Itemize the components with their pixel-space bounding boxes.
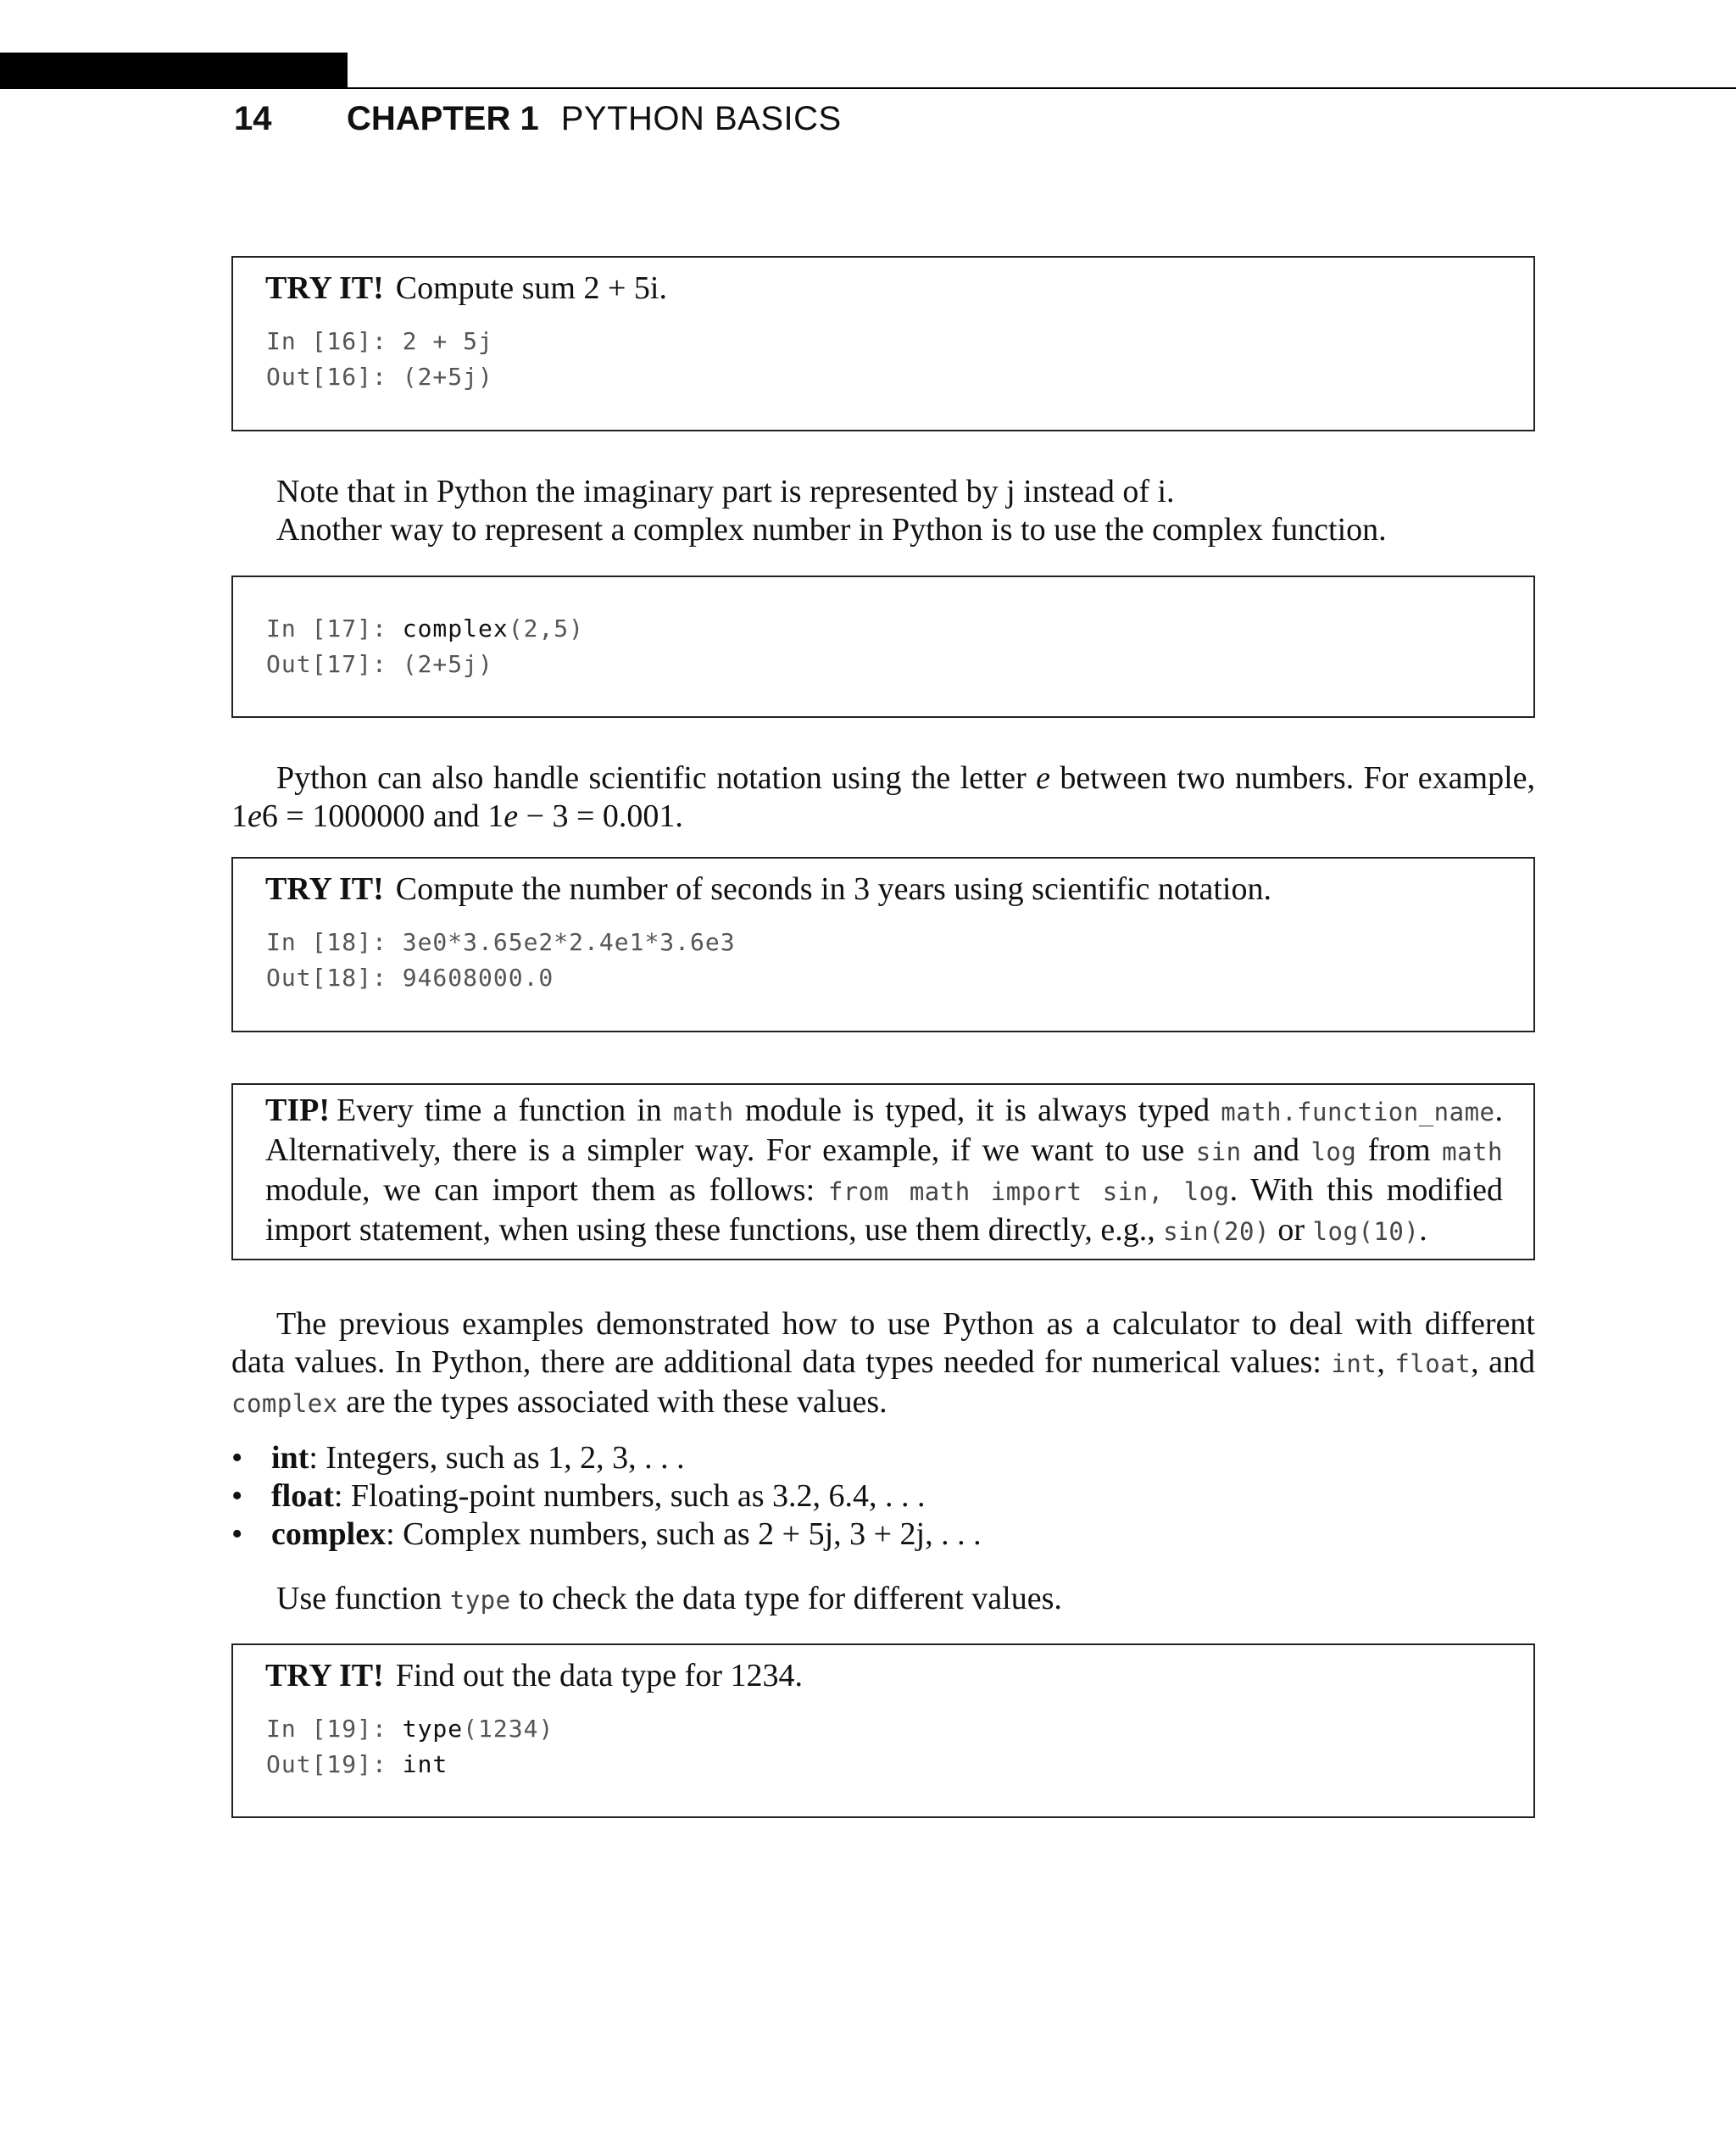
para1-line1: Note that in Python the imaginary part is represented by j instead of i. — [276, 474, 1175, 509]
paragraph-data-types: The previous examples demonstrated how to use Python as a calculator to deal with different data values. In Python, there are additional data types needed for numerical values: int, float, and complex are the types associated with these values. — [231, 1306, 1536, 1420]
code-block — [266, 611, 584, 682]
out-prompt: Out[18]: — [266, 964, 387, 992]
paragraph-scientific: Python can also handle scientific notation using the letter e between two numbers. For example, 1e6 = 1000000 and 1e − 3 = 0.001. — [231, 760, 1535, 834]
list-item: • complex : Complex numbers, such as 2 + 5j, 3 + 2j, . . . — [231, 1516, 982, 1552]
out-prompt: Out[19]: — [266, 1750, 387, 1778]
in-prompt: In [16]: — [266, 327, 387, 355]
para1-line2: Another way to represent a complex number in Python is to use the complex function. — [276, 512, 1387, 548]
running-header — [234, 95, 842, 142]
in-prompt: In [18]: — [266, 928, 387, 956]
try-it-box-1 — [231, 256, 1535, 431]
out-prompt: Out[17]: — [266, 650, 387, 678]
header-rule — [348, 87, 1736, 89]
page-number: 14 — [234, 99, 272, 137]
try-it-label: TRY IT! — [265, 871, 384, 907]
chapter-title: PYTHON BASICS — [560, 99, 842, 137]
try-it-label: TRY IT! — [265, 270, 384, 306]
function-args: (1234) — [463, 1715, 554, 1743]
try-it-label: TRY IT! — [265, 1658, 384, 1693]
list-item: • float : Floating-point numbers, such as 3.2, 6.4, . . . — [231, 1478, 926, 1514]
tip-text: TIP! Every time a function in math module is typed, it is always typed math.function_name. Alternatively, there is a simpler way. For example, if we want to use sin and log from math module, we can import them as follows: from math import sin, log. With this modified import statement, when using these functions, use them directly, e.g., sin(20) or log(10). — [265, 1093, 1504, 1248]
output-value: (2+5j) — [402, 650, 493, 678]
paragraph-type-function: Use function type to check the data type for different values. — [276, 1581, 1062, 1616]
in-prompt: In [19]: — [266, 1715, 387, 1743]
try-it-text: Compute the number of seconds in 3 years using scientific notation. — [395, 871, 1271, 907]
try-it-text: Find out the data type for 1234. — [395, 1658, 803, 1693]
input-code: 2 + 5j — [402, 327, 493, 355]
output-value: int — [402, 1750, 448, 1778]
function-args: (2,5) — [508, 614, 585, 642]
code-box-2 — [231, 576, 1535, 718]
try-it-title — [265, 1657, 803, 1694]
code-block — [266, 324, 493, 395]
paragraph-imaginary — [231, 473, 1535, 549]
try-it-title — [265, 870, 1271, 908]
out-prompt: Out[16]: — [266, 363, 387, 391]
tip-label: TIP! — [265, 1093, 330, 1128]
try-it-box-4 — [231, 1643, 1535, 1818]
output-value: 94608000.0 — [402, 964, 554, 992]
try-it-title — [265, 270, 667, 307]
code-block — [266, 925, 736, 996]
input-code: 3e0*3.65e2*2.4e1*3.6e3 — [402, 928, 736, 956]
tip-box — [231, 1083, 1535, 1260]
try-it-box-3 — [231, 857, 1535, 1032]
function-name: complex — [402, 614, 509, 642]
code-block — [266, 1711, 554, 1782]
in-prompt: In [17]: — [266, 614, 387, 642]
output-value: (2+5j) — [402, 363, 493, 391]
header-black-bar — [0, 53, 348, 89]
list-item: • int : Integers, such as 1, 2, 3, . . . — [231, 1440, 685, 1476]
function-name: type — [402, 1715, 464, 1743]
try-it-text: Compute sum 2 + 5i. — [395, 270, 667, 306]
chapter-label: CHAPTER 1 — [347, 99, 539, 137]
type-bullet-list — [231, 1439, 982, 1554]
